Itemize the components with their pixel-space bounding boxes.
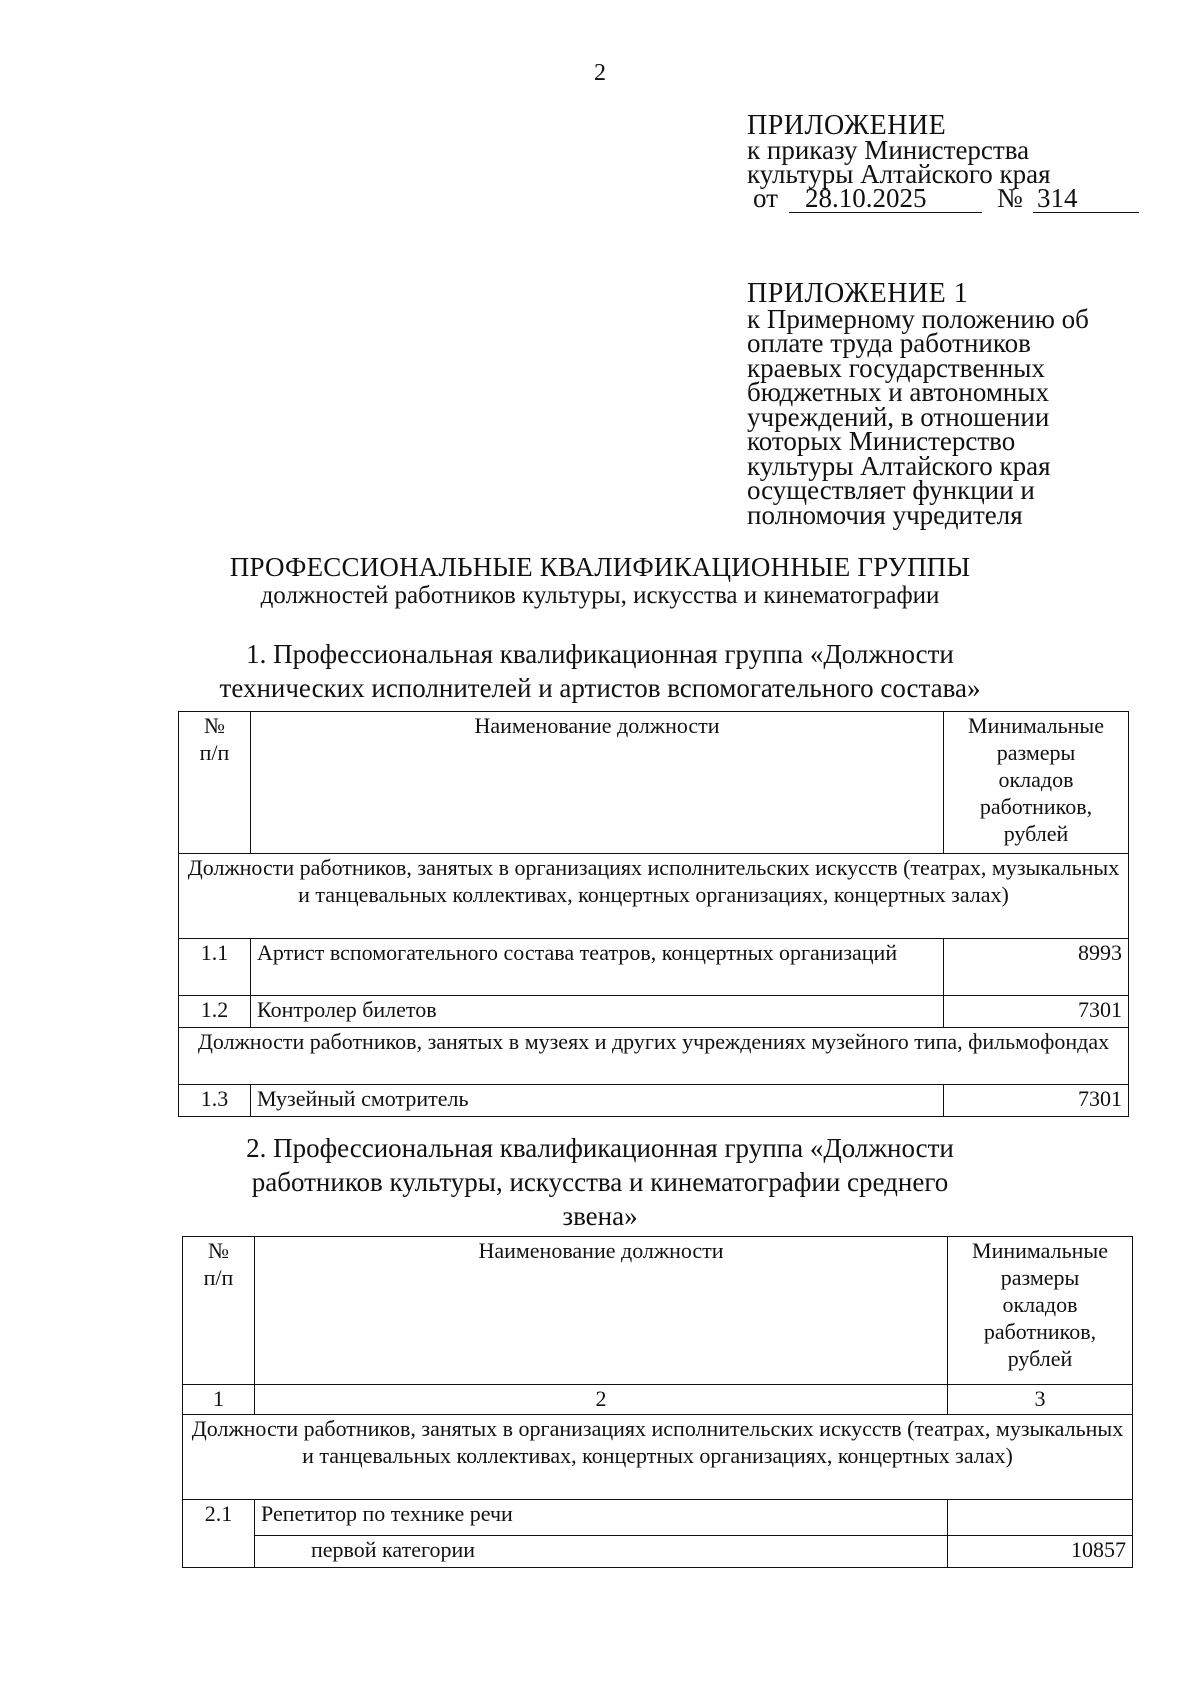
group-label: Должности работников, занятых в организациях исполнительских искусств (театрах, музыкальных и танцевальных коллективах, концертных организациях, концертных залах) bbox=[179, 854, 1129, 939]
section2-heading-line: 2. Профессиональная квалификационная группа «Должности bbox=[246, 1133, 954, 1163]
row-salary: 7301 bbox=[944, 1085, 1129, 1117]
table-row bbox=[183, 1536, 1133, 1568]
row-num: 1.1 bbox=[179, 939, 251, 996]
document-title-sub: должностей работников культуры, искусства и кинематографии bbox=[260, 582, 940, 609]
column-number: 1 bbox=[183, 1385, 255, 1415]
appendix1-line: бюджетных и автономных bbox=[747, 377, 1050, 407]
table-group-row bbox=[183, 1415, 1133, 1500]
appendix-block bbox=[747, 110, 1078, 214]
table-group-row bbox=[179, 1028, 1129, 1085]
date-underline bbox=[789, 212, 982, 213]
appendix1-block bbox=[747, 278, 1089, 530]
header-num: № п/п bbox=[183, 1237, 255, 1385]
section1-heading-line: 1. Профессиональная квалификационная группа «Должности bbox=[246, 639, 954, 669]
table-header-row bbox=[183, 1237, 1133, 1385]
appendix1-line: культуры Алтайского края bbox=[747, 450, 1051, 481]
table-section1 bbox=[178, 711, 1129, 1117]
header-name: Наименование должности bbox=[255, 1237, 948, 1385]
appendix1-title: ПРИЛОЖЕНИЕ 1 bbox=[747, 278, 969, 309]
appendix1-line: учреждений, в отношении bbox=[747, 401, 1050, 432]
section2-heading-line: работников культуры, искусства и кинематографии среднего bbox=[251, 1167, 949, 1197]
column-number: 3 bbox=[948, 1385, 1133, 1415]
row-name: Музейный смотритель bbox=[251, 1085, 944, 1117]
section2-heading-line: звена» bbox=[562, 1201, 638, 1231]
table-row bbox=[179, 996, 1129, 1028]
header-num: № п/п bbox=[179, 712, 251, 854]
table-section2 bbox=[182, 1236, 1133, 1568]
row-num: 1.3 bbox=[179, 1085, 251, 1117]
row-salary: 8993 bbox=[944, 939, 1129, 996]
row-name: Контролер билетов bbox=[251, 996, 944, 1028]
document-title-main: ПРОФЕССИОНАЛЬНЫЕ КВАЛИФИКАЦИОННЫЕ ГРУППЫ bbox=[229, 552, 971, 582]
order-date: 28.10.2025 bbox=[805, 183, 927, 213]
appendix1-line: к Примерному положению об bbox=[747, 303, 1089, 334]
table-row bbox=[179, 939, 1129, 996]
section2-heading bbox=[0, 1131, 1200, 1233]
order-number: 314 bbox=[1037, 183, 1078, 213]
header-salary: Минимальные размеры окладов работников, рублей bbox=[948, 1237, 1133, 1385]
table-row bbox=[179, 1085, 1129, 1117]
group-label: Должности работников, занятых в музеях и других учреждениях музейного типа, фильмофондах bbox=[179, 1028, 1129, 1085]
table-group-row bbox=[179, 854, 1129, 939]
row-salary: 7301 bbox=[944, 996, 1129, 1028]
page-number: 2 bbox=[594, 60, 606, 86]
from-label: от bbox=[753, 183, 778, 213]
row-num: 2.1 bbox=[183, 1500, 255, 1568]
appendix-line-1: к приказу Министерства bbox=[747, 135, 1030, 165]
appendix1-line: оплате труда работников bbox=[747, 328, 1031, 358]
column-number: 2 bbox=[255, 1385, 948, 1415]
column-number-row bbox=[183, 1385, 1133, 1415]
number-underline bbox=[1033, 212, 1139, 213]
table-header-row bbox=[179, 712, 1129, 854]
section1-heading-line: технических исполнителей и артистов вспомогательного состава» bbox=[219, 673, 981, 703]
header-salary: Минимальные размеры окладов работников, рублей bbox=[944, 712, 1129, 854]
appendix1-line: которых Министерство bbox=[747, 426, 1016, 456]
document-title bbox=[0, 552, 1200, 610]
header-name: Наименование должности bbox=[251, 712, 944, 854]
section1-heading bbox=[0, 637, 1200, 705]
table-row bbox=[183, 1500, 1133, 1536]
appendix1-line: осуществляет функции и bbox=[747, 475, 1035, 505]
appendix1-line: полномочия учредителя bbox=[747, 499, 1023, 530]
row-salary bbox=[948, 1500, 1133, 1536]
group-label: Должности работников, занятых в организациях исполнительских искусств (театрах, музыкальных и танцевальных коллективах, концертных организациях, концертных залах) bbox=[183, 1415, 1133, 1500]
appendix-date-row bbox=[747, 183, 1078, 214]
row-name: первой категории bbox=[255, 1536, 948, 1568]
appendix-line-2: культуры Алтайского края bbox=[747, 159, 1051, 189]
appendix-title: ПРИЛОЖЕНИЕ bbox=[747, 110, 947, 141]
number-label: № bbox=[997, 183, 1023, 213]
row-name: Артист вспомогательного состава театров, концертных организаций bbox=[251, 939, 944, 996]
row-salary: 10857 bbox=[948, 1536, 1133, 1568]
appendix1-line: краевых государственных bbox=[747, 352, 1045, 383]
row-num: 1.2 bbox=[179, 996, 251, 1028]
row-name: Репетитор по технике речи bbox=[255, 1500, 948, 1536]
